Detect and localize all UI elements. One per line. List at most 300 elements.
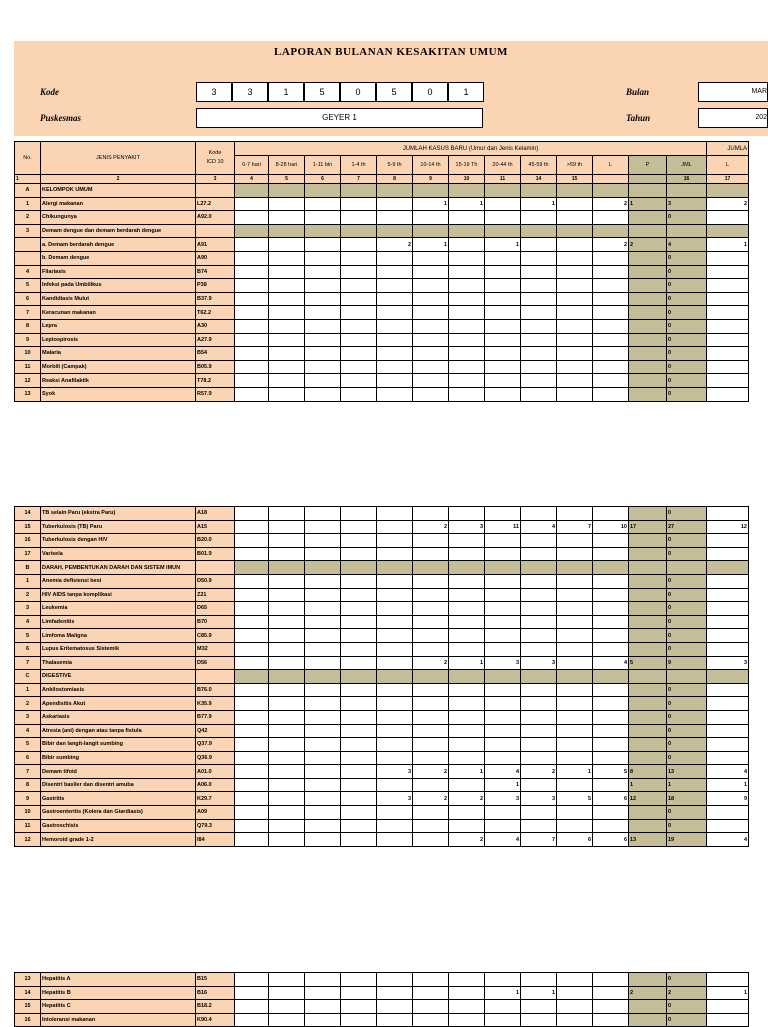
case-count-cell[interactable] — [593, 973, 629, 987]
case-count-cell[interactable] — [235, 319, 269, 333]
case-count-cell[interactable] — [413, 710, 449, 724]
case-count-cell[interactable] — [557, 819, 593, 833]
case-count-cell[interactable] — [413, 224, 449, 238]
case-count-cell[interactable] — [377, 670, 413, 684]
case-count-cell[interactable] — [269, 224, 305, 238]
case-count-cell[interactable] — [341, 360, 377, 374]
case-count-cell[interactable] — [707, 360, 749, 374]
case-count-cell[interactable] — [341, 683, 377, 697]
case-count-cell[interactable] — [521, 347, 557, 361]
case-count-cell[interactable] — [485, 738, 521, 752]
case-count-cell[interactable] — [485, 374, 521, 388]
case-count-cell[interactable] — [449, 547, 485, 561]
case-count-cell[interactable] — [557, 806, 593, 820]
case-count-cell[interactable] — [629, 184, 667, 198]
case-count-cell[interactable] — [377, 806, 413, 820]
case-count-cell[interactable] — [593, 670, 629, 684]
case-count-cell[interactable] — [593, 507, 629, 521]
case-count-cell[interactable]: 1 — [485, 238, 521, 252]
case-count-cell[interactable] — [707, 292, 749, 306]
case-count-cell[interactable] — [449, 588, 485, 602]
case-count-cell[interactable] — [341, 520, 377, 534]
case-count-cell[interactable] — [521, 778, 557, 792]
case-count-cell[interactable] — [269, 710, 305, 724]
case-count-cell[interactable] — [269, 738, 305, 752]
case-count-cell[interactable] — [521, 819, 557, 833]
case-count-cell[interactable] — [305, 347, 341, 361]
kode-digit-box[interactable]: 5 — [304, 82, 340, 102]
case-count-cell[interactable] — [593, 306, 629, 320]
case-count-cell[interactable] — [269, 197, 305, 211]
case-count-cell[interactable] — [413, 615, 449, 629]
case-count-cell[interactable] — [341, 778, 377, 792]
case-count-cell[interactable] — [269, 507, 305, 521]
case-count-cell[interactable] — [629, 211, 667, 225]
case-count-cell[interactable]: 2 — [413, 765, 449, 779]
case-count-cell[interactable] — [449, 561, 485, 575]
case-count-cell[interactable] — [235, 211, 269, 225]
case-count-cell[interactable]: 1 — [707, 986, 749, 1000]
case-count-cell[interactable] — [269, 819, 305, 833]
case-count-cell[interactable] — [629, 819, 667, 833]
case-count-cell[interactable] — [377, 360, 413, 374]
case-count-cell[interactable] — [305, 520, 341, 534]
case-count-cell[interactable] — [707, 251, 749, 265]
case-count-cell[interactable] — [341, 629, 377, 643]
case-count-cell[interactable]: 0 — [667, 642, 707, 656]
case-count-cell[interactable] — [593, 211, 629, 225]
case-count-cell[interactable] — [557, 778, 593, 792]
case-count-cell[interactable]: 3 — [485, 656, 521, 670]
case-count-cell[interactable] — [305, 986, 341, 1000]
case-count-cell[interactable] — [629, 806, 667, 820]
case-count-cell[interactable] — [593, 319, 629, 333]
case-count-cell[interactable] — [377, 697, 413, 711]
case-count-cell[interactable] — [521, 319, 557, 333]
case-count-cell[interactable] — [341, 333, 377, 347]
case-count-cell[interactable]: 2 — [593, 238, 629, 252]
case-count-cell[interactable] — [449, 292, 485, 306]
case-count-cell[interactable] — [377, 642, 413, 656]
case-count-cell[interactable] — [305, 642, 341, 656]
case-count-cell[interactable] — [521, 224, 557, 238]
case-count-cell[interactable] — [305, 973, 341, 987]
case-count-cell[interactable]: 2 — [413, 520, 449, 534]
case-count-cell[interactable] — [377, 751, 413, 765]
case-count-cell[interactable] — [707, 670, 749, 684]
case-count-cell[interactable]: 0 — [667, 374, 707, 388]
case-count-cell[interactable] — [707, 224, 749, 238]
case-count-cell[interactable] — [449, 507, 485, 521]
case-count-cell[interactable] — [557, 670, 593, 684]
case-count-cell[interactable] — [341, 1000, 377, 1014]
case-count-cell[interactable] — [413, 602, 449, 616]
case-count-cell[interactable] — [235, 374, 269, 388]
case-count-cell[interactable] — [305, 751, 341, 765]
case-count-cell[interactable] — [593, 751, 629, 765]
case-count-cell[interactable] — [629, 642, 667, 656]
case-count-cell[interactable] — [449, 819, 485, 833]
case-count-cell[interactable] — [449, 360, 485, 374]
case-count-cell[interactable] — [557, 710, 593, 724]
case-count-cell[interactable] — [707, 724, 749, 738]
case-count-cell[interactable] — [557, 306, 593, 320]
case-count-cell[interactable] — [557, 319, 593, 333]
case-count-cell[interactable]: 0 — [667, 751, 707, 765]
case-count-cell[interactable] — [485, 306, 521, 320]
case-count-cell[interactable] — [235, 602, 269, 616]
case-count-cell[interactable] — [449, 574, 485, 588]
case-count-cell[interactable] — [521, 292, 557, 306]
case-count-cell[interactable] — [707, 738, 749, 752]
case-count-cell[interactable] — [235, 986, 269, 1000]
case-count-cell[interactable] — [341, 224, 377, 238]
case-count-cell[interactable] — [707, 806, 749, 820]
case-count-cell[interactable]: 2 — [413, 792, 449, 806]
case-count-cell[interactable] — [413, 265, 449, 279]
case-count-cell[interactable]: 0 — [667, 534, 707, 548]
case-count-cell[interactable] — [269, 211, 305, 225]
case-count-cell[interactable] — [413, 697, 449, 711]
case-count-cell[interactable] — [341, 197, 377, 211]
case-count-cell[interactable] — [269, 833, 305, 847]
case-count-cell[interactable] — [707, 642, 749, 656]
case-count-cell[interactable] — [413, 561, 449, 575]
case-count-cell[interactable] — [485, 265, 521, 279]
case-count-cell[interactable] — [449, 306, 485, 320]
case-count-cell[interactable] — [269, 319, 305, 333]
case-count-cell[interactable] — [593, 251, 629, 265]
case-count-cell[interactable] — [305, 765, 341, 779]
case-count-cell[interactable] — [269, 973, 305, 987]
case-count-cell[interactable] — [707, 710, 749, 724]
case-count-cell[interactable] — [485, 507, 521, 521]
case-count-cell[interactable] — [413, 374, 449, 388]
case-count-cell[interactable]: 7 — [557, 520, 593, 534]
case-count-cell[interactable] — [341, 819, 377, 833]
case-count-cell[interactable] — [449, 642, 485, 656]
case-count-cell[interactable] — [707, 574, 749, 588]
case-count-cell[interactable] — [413, 738, 449, 752]
case-count-cell[interactable] — [377, 279, 413, 293]
case-count-cell[interactable] — [521, 615, 557, 629]
case-count-cell[interactable] — [341, 1013, 377, 1027]
case-count-cell[interactable]: 6 — [593, 833, 629, 847]
case-count-cell[interactable] — [557, 629, 593, 643]
case-count-cell[interactable] — [377, 211, 413, 225]
case-count-cell[interactable] — [485, 534, 521, 548]
case-count-cell[interactable] — [377, 547, 413, 561]
case-count-cell[interactable] — [667, 224, 707, 238]
case-count-cell[interactable] — [521, 642, 557, 656]
case-count-cell[interactable] — [449, 279, 485, 293]
case-count-cell[interactable] — [413, 211, 449, 225]
case-count-cell[interactable] — [305, 360, 341, 374]
case-count-cell[interactable] — [707, 588, 749, 602]
kode-digit-box[interactable]: 1 — [268, 82, 304, 102]
case-count-cell[interactable] — [235, 683, 269, 697]
case-count-cell[interactable] — [341, 588, 377, 602]
kode-digit-box[interactable]: 3 — [232, 82, 268, 102]
case-count-cell[interactable] — [269, 547, 305, 561]
puskesmas-field[interactable]: GEYER 1 — [196, 108, 483, 128]
case-count-cell[interactable] — [629, 547, 667, 561]
case-count-cell[interactable]: 13 — [667, 765, 707, 779]
case-count-cell[interactable] — [485, 670, 521, 684]
case-count-cell[interactable]: 2 — [667, 986, 707, 1000]
case-count-cell[interactable] — [629, 347, 667, 361]
case-count-cell[interactable]: 4 — [485, 833, 521, 847]
case-count-cell[interactable] — [521, 751, 557, 765]
case-count-cell[interactable] — [593, 588, 629, 602]
case-count-cell[interactable]: 9 — [667, 656, 707, 670]
case-count-cell[interactable]: 1 — [707, 778, 749, 792]
case-count-cell[interactable] — [557, 224, 593, 238]
case-count-cell[interactable] — [377, 1000, 413, 1014]
case-count-cell[interactable] — [235, 738, 269, 752]
case-count-cell[interactable] — [235, 279, 269, 293]
case-count-cell[interactable] — [413, 279, 449, 293]
case-count-cell[interactable] — [521, 806, 557, 820]
case-count-cell[interactable] — [593, 347, 629, 361]
case-count-cell[interactable]: 0 — [667, 387, 707, 401]
case-count-cell[interactable] — [485, 251, 521, 265]
case-count-cell[interactable] — [377, 973, 413, 987]
case-count-cell[interactable] — [593, 724, 629, 738]
case-count-cell[interactable] — [377, 534, 413, 548]
case-count-cell[interactable] — [305, 738, 341, 752]
case-count-cell[interactable] — [305, 251, 341, 265]
case-count-cell[interactable]: 0 — [667, 615, 707, 629]
tahun-field[interactable]: 202 — [698, 108, 768, 128]
case-count-cell[interactable] — [377, 184, 413, 198]
case-count-cell[interactable] — [485, 292, 521, 306]
case-count-cell[interactable]: 2 — [377, 238, 413, 252]
case-count-cell[interactable] — [341, 973, 377, 987]
case-count-cell[interactable]: 12 — [707, 520, 749, 534]
case-count-cell[interactable] — [305, 306, 341, 320]
case-count-cell[interactable] — [269, 360, 305, 374]
case-count-cell[interactable]: 0 — [667, 683, 707, 697]
case-count-cell[interactable] — [305, 602, 341, 616]
case-count-cell[interactable] — [707, 319, 749, 333]
case-count-cell[interactable] — [235, 306, 269, 320]
case-count-cell[interactable] — [449, 534, 485, 548]
case-count-cell[interactable] — [485, 683, 521, 697]
case-count-cell[interactable] — [485, 224, 521, 238]
case-count-cell[interactable] — [593, 547, 629, 561]
case-count-cell[interactable] — [593, 387, 629, 401]
case-count-cell[interactable] — [557, 615, 593, 629]
case-count-cell[interactable] — [629, 615, 667, 629]
case-count-cell[interactable] — [485, 347, 521, 361]
case-count-cell[interactable]: 0 — [667, 738, 707, 752]
case-count-cell[interactable] — [557, 265, 593, 279]
case-count-cell[interactable]: 0 — [667, 306, 707, 320]
case-count-cell[interactable] — [235, 238, 269, 252]
case-count-cell[interactable] — [707, 265, 749, 279]
case-count-cell[interactable] — [593, 697, 629, 711]
case-count-cell[interactable] — [377, 387, 413, 401]
case-count-cell[interactable] — [235, 547, 269, 561]
case-count-cell[interactable] — [449, 724, 485, 738]
case-count-cell[interactable] — [593, 1000, 629, 1014]
case-count-cell[interactable] — [413, 547, 449, 561]
case-count-cell[interactable] — [629, 306, 667, 320]
case-count-cell[interactable] — [341, 986, 377, 1000]
case-count-cell[interactable] — [557, 279, 593, 293]
case-count-cell[interactable] — [449, 1013, 485, 1027]
case-count-cell[interactable] — [341, 347, 377, 361]
case-count-cell[interactable] — [629, 751, 667, 765]
case-count-cell[interactable] — [521, 374, 557, 388]
case-count-cell[interactable] — [485, 197, 521, 211]
case-count-cell[interactable]: 6 — [593, 792, 629, 806]
case-count-cell[interactable]: 4 — [707, 765, 749, 779]
case-count-cell[interactable] — [557, 197, 593, 211]
case-count-cell[interactable] — [341, 306, 377, 320]
case-count-cell[interactable] — [449, 986, 485, 1000]
case-count-cell[interactable] — [235, 778, 269, 792]
case-count-cell[interactable]: 1 — [485, 986, 521, 1000]
case-count-cell[interactable] — [593, 629, 629, 643]
case-count-cell[interactable] — [667, 670, 707, 684]
case-count-cell[interactable] — [305, 547, 341, 561]
case-count-cell[interactable]: 3 — [707, 656, 749, 670]
case-count-cell[interactable]: 0 — [667, 279, 707, 293]
case-count-cell[interactable] — [557, 211, 593, 225]
case-count-cell[interactable] — [557, 360, 593, 374]
case-count-cell[interactable] — [557, 374, 593, 388]
case-count-cell[interactable] — [521, 360, 557, 374]
case-count-cell[interactable] — [413, 1013, 449, 1027]
case-count-cell[interactable] — [557, 986, 593, 1000]
case-count-cell[interactable]: 1 — [413, 238, 449, 252]
case-count-cell[interactable] — [707, 333, 749, 347]
case-count-cell[interactable]: 5 — [593, 765, 629, 779]
case-count-cell[interactable] — [593, 683, 629, 697]
case-count-cell[interactable] — [485, 211, 521, 225]
kode-digit-box[interactable]: 3 — [196, 82, 232, 102]
case-count-cell[interactable] — [269, 574, 305, 588]
case-count-cell[interactable] — [269, 642, 305, 656]
case-count-cell[interactable] — [341, 292, 377, 306]
case-count-cell[interactable] — [341, 738, 377, 752]
case-count-cell[interactable] — [485, 710, 521, 724]
case-count-cell[interactable] — [305, 333, 341, 347]
case-count-cell[interactable] — [235, 751, 269, 765]
case-count-cell[interactable] — [235, 615, 269, 629]
case-count-cell[interactable] — [557, 292, 593, 306]
case-count-cell[interactable] — [305, 778, 341, 792]
case-count-cell[interactable] — [269, 986, 305, 1000]
case-count-cell[interactable]: 9 — [707, 792, 749, 806]
case-count-cell[interactable]: 1 — [557, 765, 593, 779]
case-count-cell[interactable] — [449, 184, 485, 198]
case-count-cell[interactable] — [235, 792, 269, 806]
case-count-cell[interactable] — [377, 520, 413, 534]
case-count-cell[interactable] — [377, 602, 413, 616]
case-count-cell[interactable] — [521, 710, 557, 724]
case-count-cell[interactable] — [449, 629, 485, 643]
case-count-cell[interactable]: 3 — [521, 656, 557, 670]
case-count-cell[interactable]: 0 — [667, 292, 707, 306]
case-count-cell[interactable] — [707, 629, 749, 643]
case-count-cell[interactable] — [557, 347, 593, 361]
case-count-cell[interactable] — [377, 588, 413, 602]
case-count-cell[interactable] — [341, 184, 377, 198]
case-count-cell[interactable] — [593, 615, 629, 629]
case-count-cell[interactable] — [449, 806, 485, 820]
case-count-cell[interactable] — [235, 765, 269, 779]
case-count-cell[interactable] — [305, 197, 341, 211]
case-count-cell[interactable]: 1 — [521, 197, 557, 211]
case-count-cell[interactable] — [377, 251, 413, 265]
case-count-cell[interactable] — [341, 806, 377, 820]
case-count-cell[interactable]: 17 — [629, 520, 667, 534]
case-count-cell[interactable] — [629, 561, 667, 575]
case-count-cell[interactable] — [341, 670, 377, 684]
case-count-cell[interactable] — [521, 387, 557, 401]
case-count-cell[interactable] — [629, 1013, 667, 1027]
case-count-cell[interactable] — [235, 292, 269, 306]
case-count-cell[interactable] — [413, 534, 449, 548]
case-count-cell[interactable] — [377, 683, 413, 697]
case-count-cell[interactable] — [235, 588, 269, 602]
case-count-cell[interactable] — [235, 265, 269, 279]
case-count-cell[interactable] — [269, 792, 305, 806]
case-count-cell[interactable] — [485, 574, 521, 588]
case-count-cell[interactable] — [341, 561, 377, 575]
case-count-cell[interactable] — [235, 561, 269, 575]
case-count-cell[interactable]: 13 — [629, 833, 667, 847]
case-count-cell[interactable] — [449, 347, 485, 361]
case-count-cell[interactable] — [413, 1000, 449, 1014]
case-count-cell[interactable] — [557, 238, 593, 252]
case-count-cell[interactable] — [269, 1013, 305, 1027]
case-count-cell[interactable] — [341, 656, 377, 670]
case-count-cell[interactable] — [413, 751, 449, 765]
case-count-cell[interactable] — [629, 224, 667, 238]
case-count-cell[interactable] — [377, 986, 413, 1000]
case-count-cell[interactable] — [449, 710, 485, 724]
case-count-cell[interactable] — [377, 333, 413, 347]
case-count-cell[interactable] — [305, 792, 341, 806]
case-count-cell[interactable] — [305, 697, 341, 711]
case-count-cell[interactable] — [449, 973, 485, 987]
case-count-cell[interactable]: 27 — [667, 520, 707, 534]
case-count-cell[interactable]: 1 — [485, 778, 521, 792]
case-count-cell[interactable]: 0 — [667, 973, 707, 987]
case-count-cell[interactable]: 1 — [629, 778, 667, 792]
case-count-cell[interactable] — [557, 724, 593, 738]
case-count-cell[interactable] — [413, 778, 449, 792]
case-count-cell[interactable] — [305, 806, 341, 820]
case-count-cell[interactable] — [521, 738, 557, 752]
case-count-cell[interactable]: 4 — [521, 520, 557, 534]
case-count-cell[interactable] — [557, 683, 593, 697]
case-count-cell[interactable] — [707, 534, 749, 548]
case-count-cell[interactable] — [235, 833, 269, 847]
case-count-cell[interactable] — [707, 387, 749, 401]
case-count-cell[interactable] — [629, 319, 667, 333]
case-count-cell[interactable] — [707, 279, 749, 293]
case-count-cell[interactable] — [449, 683, 485, 697]
case-count-cell[interactable] — [593, 333, 629, 347]
case-count-cell[interactable] — [269, 561, 305, 575]
case-count-cell[interactable] — [413, 629, 449, 643]
case-count-cell[interactable] — [305, 819, 341, 833]
